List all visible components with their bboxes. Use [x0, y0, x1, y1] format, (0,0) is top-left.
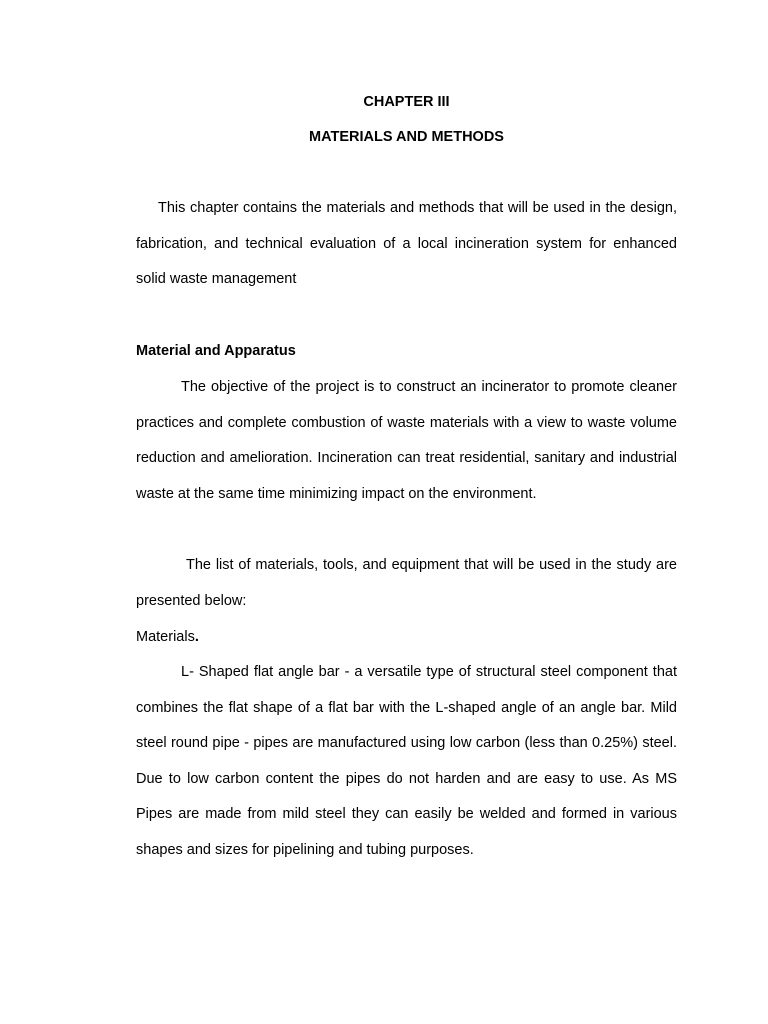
chapter-number: CHAPTER III	[363, 94, 450, 110]
chapter-title: MATERIALS AND METHODS	[309, 129, 504, 145]
objective-paragraph: The objective of the project is to construct an incinerator to promote cleaner practices and complete combustion of waste materials with a view to waste volume reduction and amelioration. Incineration can treat residential, sanitary and industrial waste at the same time minimizing impact on the environment.	[136, 379, 677, 502]
materials-subheading-period: .	[194, 629, 199, 645]
materials-subheading-label: Materials	[136, 629, 195, 645]
section-heading-material-apparatus: Material and Apparatus	[136, 343, 296, 359]
intro-paragraph: This chapter contains the materials and methods that will be used in the design, fabrication, and technical evaluation of a local incineration system for enhanced solid waste management	[136, 200, 677, 288]
materials-subheading	[136, 628, 199, 646]
list-intro-paragraph: The list of materials, tools, and equipment that will be used in the study are presented below:	[136, 557, 677, 609]
materials-description-paragraph: L- Shaped flat angle bar - a versatile type of structural steel component that combines the flat shape of a flat bar with the L-shaped angle of an angle bar. Mild steel round pipe - pipes are manufactured using low carbon (less than 0.25%) steel. Due to low carbon content the pipes do not harden and are easy to use. As MS Pipes are made from mild steel they can easily be welded and formed in various shapes and sizes for pipelining and tubing purposes.	[136, 664, 677, 858]
